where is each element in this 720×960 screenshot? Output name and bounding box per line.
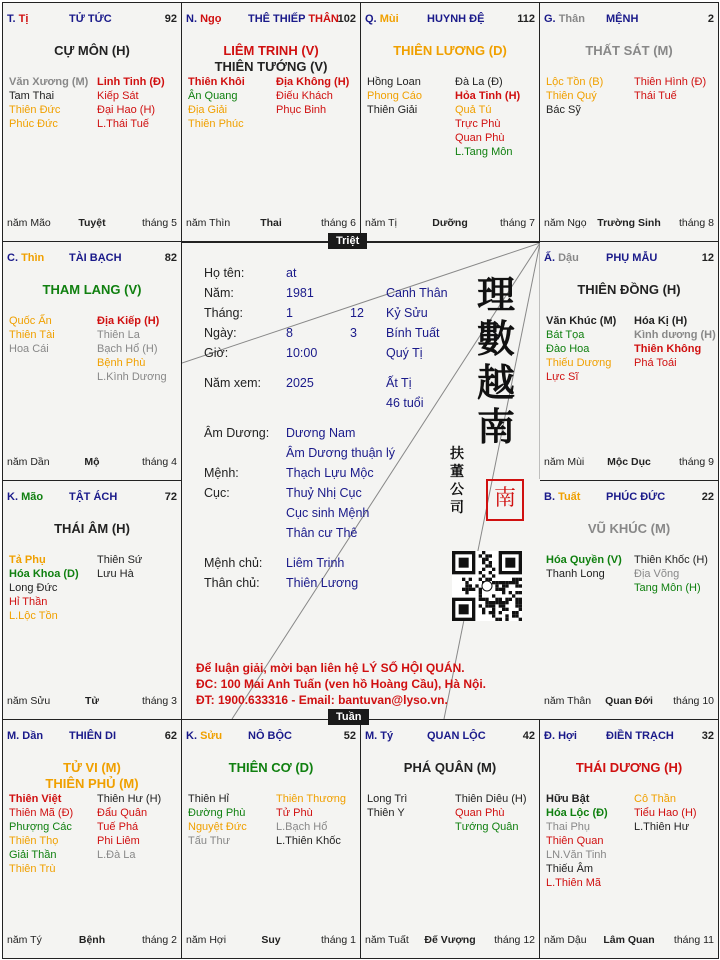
star-item: Tả Phụ — [9, 554, 46, 566]
palace-can: K. Sửu — [186, 730, 223, 742]
star-item: Thiên Quý — [546, 90, 597, 102]
star-item: Thai Phụ — [546, 821, 591, 833]
right-stars — [455, 75, 539, 159]
main-star: THÁI ÂM (H) — [54, 521, 130, 536]
palace-branch: Hợi — [558, 730, 577, 742]
main-star: THIÊN PHỦ (M) — [45, 776, 139, 791]
star-item: Phong Cáo — [367, 90, 423, 102]
palace-name: PHÚC ĐỨC — [606, 491, 666, 503]
view-year-value: 2025 — [286, 376, 314, 390]
star-item: Kiếp Sát — [97, 90, 139, 102]
star-item: Đà La (Đ) — [455, 76, 503, 88]
star-item: Thiên Quan — [546, 835, 604, 847]
palace-stage: Mộc Dục — [607, 456, 651, 468]
star-item: Cô Thần — [634, 793, 676, 805]
star-item: Tấu Thư — [188, 835, 231, 847]
palace-number: 12 — [701, 252, 714, 264]
triet-label: Triệt — [328, 233, 367, 249]
palace-footer — [7, 456, 177, 470]
palace-month: tháng 1 — [320, 934, 356, 946]
menh-label: Mệnh: — [204, 466, 239, 480]
star-item: Thiên Không — [634, 343, 702, 355]
star-item: L.Đà La — [97, 849, 136, 861]
palace-footer — [7, 217, 177, 231]
star-item: Lưu Hà — [97, 568, 134, 580]
hour-value: 10:00 — [286, 346, 318, 360]
menh-chu-value: Liêm Trinh — [286, 556, 345, 570]
star-item: Thiên Việt — [9, 793, 62, 805]
star-item: Thiên Mã (Đ) — [9, 807, 74, 819]
star-item: Long Trì — [367, 793, 408, 805]
star-item: Phi Liêm — [97, 835, 140, 847]
palace-branch: Sửu — [200, 730, 223, 742]
star-item: Hỉ Thần — [9, 596, 48, 608]
name-value: at — [286, 266, 297, 280]
left-stars — [546, 553, 634, 581]
palace-stage: Dưỡng — [432, 217, 468, 229]
right-stars — [97, 553, 181, 581]
star-item: Thiên Thương — [276, 793, 347, 805]
palace-year: năm Mùi — [544, 456, 585, 468]
cuc-note: Cục sinh Mệnh — [286, 506, 370, 520]
palace-branch: Dậu — [558, 252, 579, 264]
palace-year: năm Ngọ — [544, 217, 587, 229]
star-item: Bác Sỹ — [546, 104, 581, 116]
palace-number: 112 — [517, 13, 535, 25]
age-value: 46 tuổi — [386, 396, 424, 410]
palace-month: tháng 10 — [673, 695, 714, 707]
star-item: L.Thiên Mã — [546, 877, 602, 889]
palace-header — [7, 491, 177, 505]
star-item: Phúc Đức — [9, 118, 58, 130]
palace-mui[interactable] — [360, 2, 540, 242]
palace-number: 82 — [164, 252, 177, 264]
palace-can: M. Tý — [365, 730, 394, 742]
main-star: VŨ KHÚC (M) — [587, 521, 671, 536]
palace-footer — [186, 934, 356, 948]
palace-month: tháng 5 — [141, 217, 177, 229]
palace-header — [7, 13, 177, 27]
brand-title: 理數越南 — [476, 272, 515, 449]
palace-branch: Tuất — [558, 491, 581, 503]
palace-stage: Tuyệt — [78, 217, 106, 229]
palace-branch: Dần — [22, 730, 44, 742]
star-item: Nguyệt Đức — [188, 821, 247, 833]
palace-name: PHỤ MẪU — [606, 252, 658, 264]
star-item: Phục Binh — [276, 104, 327, 116]
star-item: Long Đức — [9, 582, 58, 594]
palace-number: 102 — [337, 13, 356, 25]
palace-year: năm Thìn — [186, 217, 231, 229]
palace-tuat[interactable] — [539, 480, 719, 720]
than-cu: Thân cư Thê — [286, 526, 358, 540]
palace-year: năm Tý — [7, 934, 42, 946]
star-item: L.Bạch Hổ — [276, 821, 328, 833]
main-star: THÁI DƯƠNG (H) — [575, 760, 683, 775]
palace-branch: Tị — [18, 13, 29, 25]
palace-month: tháng 7 — [499, 217, 535, 229]
star-item: L.Thái Tuế — [97, 118, 149, 130]
left-stars — [546, 314, 634, 384]
palace-name: THÊ THIẾP THÂN — [248, 13, 339, 25]
palace-ty[interactable] — [2, 2, 182, 242]
star-item: Địa Võng — [634, 568, 680, 580]
right-stars — [455, 792, 539, 834]
qr-code-icon[interactable] — [452, 551, 522, 621]
palace-can: M. Dần — [7, 730, 44, 742]
right-stars — [634, 314, 718, 370]
palace-header — [365, 13, 535, 27]
star-item: Tam Thai — [9, 90, 55, 102]
month-value: 1 — [286, 306, 293, 320]
left-stars — [9, 553, 97, 623]
palace-name: THIÊN DI — [69, 730, 117, 742]
center-info-panel — [182, 242, 540, 720]
palace-name: MỆNH — [606, 13, 639, 25]
palace-year: năm Dậu — [544, 934, 587, 946]
palace-header — [7, 252, 177, 266]
left-stars — [9, 792, 97, 876]
star-item: L.Lộc Tồn — [9, 610, 58, 622]
day-can: Bính Tuất — [386, 326, 440, 340]
star-item: Quan Phù — [455, 807, 505, 819]
palace-number: 22 — [701, 491, 714, 503]
palace-header — [544, 252, 714, 266]
star-item: L.Thiên Hư — [634, 821, 690, 833]
palace-footer — [544, 695, 714, 709]
palace-can: N. Ngọ — [186, 13, 222, 25]
palace-name: TẬT ÁCH — [69, 491, 118, 503]
star-item: Thiên Giải — [367, 104, 418, 116]
star-item: Tuế Phá — [97, 821, 139, 833]
right-stars — [97, 75, 181, 131]
palace-can: B. Tuất — [544, 491, 581, 503]
palace-number: 42 — [522, 730, 535, 742]
palace-dan[interactable] — [2, 719, 182, 959]
star-item: Phượng Các — [9, 821, 72, 833]
palace-name: TỬ TỨC — [69, 13, 112, 25]
cuc-label: Cục: — [204, 486, 230, 500]
palace-can: Đ. Hợi — [544, 730, 577, 742]
star-item: Địa Giải — [188, 104, 228, 116]
palace-stage: Mộ — [84, 456, 100, 468]
star-item: Hóa Quyền (V) — [546, 554, 622, 566]
than-chu-value: Thiên Lương — [286, 576, 359, 590]
hour-can: Quý Tị — [386, 346, 423, 360]
star-item: Đẩu Quân — [97, 807, 148, 819]
palace-name: NÔ BỘC — [248, 730, 292, 742]
am-duong-label: Âm Dương: — [204, 426, 270, 440]
star-item: Hỏa Tinh (H) — [455, 90, 521, 102]
main-star: THIÊN LƯƠNG (D) — [393, 43, 507, 58]
star-item: Tiểu Hao (H) — [634, 807, 697, 819]
star-item: Hóa Lộc (Đ) — [546, 807, 608, 819]
palace-stage: Suy — [261, 934, 281, 946]
star-item: Bệnh Phù — [97, 357, 146, 369]
star-item: Trực Phù — [455, 118, 501, 130]
right-stars — [634, 553, 718, 595]
palace-footer — [544, 456, 714, 470]
main-star: THIÊN ĐỒNG (H) — [577, 282, 681, 297]
palace-name: ĐIỀN TRẠCH — [606, 730, 674, 742]
palace-header — [544, 491, 714, 505]
palace-footer — [7, 695, 177, 709]
name-label: Họ tên: — [204, 266, 245, 280]
palace-year: năm Mão — [7, 217, 51, 229]
star-item: Hoa Cái — [9, 343, 49, 355]
star-item: Đào Hoa — [546, 343, 590, 355]
palace-ngo[interactable] — [181, 2, 361, 242]
palace-footer — [365, 934, 535, 948]
star-item: Hữu Bật — [546, 793, 590, 805]
palace-mao[interactable] — [2, 480, 182, 720]
star-item: Thiên La — [97, 329, 140, 341]
star-item: Hóa Kị (H) — [634, 315, 688, 327]
day-value: 8 — [286, 326, 293, 340]
palace-branch: Thìn — [21, 252, 45, 264]
palace-branch: Mão — [21, 491, 44, 503]
star-item: Kình dương (H) — [634, 329, 716, 341]
star-item: Tử Phù — [276, 807, 313, 819]
palace-stage: Tử — [84, 695, 100, 707]
view-year-label: Năm xem: — [204, 376, 261, 390]
palace-month: tháng 11 — [673, 934, 714, 946]
brand-calligraphy — [472, 273, 520, 449]
right-stars — [276, 792, 360, 848]
palace-month: tháng 8 — [678, 217, 714, 229]
palace-stage: Bệnh — [78, 934, 106, 946]
palace-can: G. Thân — [544, 13, 585, 25]
star-item: Điếu Khách — [276, 90, 333, 102]
star-item: Hóa Khoa (D) — [9, 568, 79, 580]
palace-ti[interactable] — [360, 719, 540, 959]
main-star: LIÊM TRINH (V) — [223, 43, 319, 58]
star-item: Thiên Hỉ — [188, 793, 229, 805]
main-star: PHÁ QUÂN (M) — [403, 760, 497, 775]
star-item: Thanh Long — [546, 568, 605, 580]
star-item: LN.Văn Tinh — [546, 849, 607, 861]
palace-number: 62 — [164, 730, 177, 742]
star-item: Hồng Loan — [367, 76, 421, 88]
star-item: L.Tang Môn — [455, 146, 513, 158]
palace-thin[interactable] — [2, 241, 182, 481]
day-lunar: 3 — [350, 326, 357, 340]
day-label: Ngày: — [204, 326, 237, 340]
star-item: Thiên Hư (H) — [97, 793, 162, 805]
view-year-can: Ất Tị — [386, 376, 412, 390]
palace-number: 2 — [707, 13, 714, 25]
palace-month: tháng 4 — [141, 456, 177, 468]
cuc-value: Thuỷ Nhị Cục — [286, 486, 362, 500]
palace-stage: Quan Đới — [605, 695, 653, 707]
palace-than[interactable] — [539, 2, 719, 242]
palace-branch: Tý — [380, 730, 394, 742]
palace-number: 32 — [701, 730, 714, 742]
palace-month: tháng 3 — [141, 695, 177, 707]
star-item: Văn Khúc (M) — [546, 315, 617, 327]
palace-suu[interactable] — [181, 719, 361, 959]
red-seal-stamp: 南 — [486, 479, 524, 521]
palace-number: 52 — [343, 730, 356, 742]
palace-number: 72 — [164, 491, 177, 503]
main-star: THAM LANG (V) — [42, 282, 142, 297]
star-item: Thiên Thọ — [9, 835, 59, 847]
star-item: Linh Tinh (Đ) — [97, 76, 165, 88]
palace-year: năm Sửu — [7, 695, 51, 707]
star-item: Thiên Diêu (H) — [455, 793, 527, 805]
palace-stage: Trường Sinh — [597, 217, 661, 229]
contact-line-3: ĐT: 1900.633316 - Email: bantuvan@lyso.vn. — [196, 693, 448, 707]
left-stars — [9, 314, 97, 356]
palace-year: năm Tuất — [365, 934, 409, 946]
tuvi-chart — [2, 2, 718, 958]
month-lunar: 12 — [350, 306, 364, 320]
palace-footer — [544, 934, 714, 948]
palace-can: K. Mão — [7, 491, 44, 503]
palace-number: 92 — [164, 13, 177, 25]
palace-year: năm Thân — [544, 695, 592, 707]
palace-year: năm Tị — [365, 217, 397, 229]
palace-month: tháng 9 — [678, 456, 714, 468]
palace-stage: Thai — [260, 217, 282, 229]
hour-label: Giờ: — [204, 346, 229, 360]
star-item: Thiên Trù — [9, 863, 56, 875]
star-item: Quan Phù — [455, 132, 505, 144]
palace-hoi[interactable] — [539, 719, 719, 959]
star-item: Thiếu Dương — [546, 357, 612, 369]
star-item: Phá Toái — [634, 357, 677, 369]
star-item: Thiên Sứ — [97, 554, 143, 566]
contact-line-2: ĐC: 100 Mai Anh Tuấn (ven hồ Hoàng Cầu), Hà Nội. — [196, 677, 487, 691]
left-stars — [367, 792, 455, 820]
star-item: Địa Kiếp (H) — [97, 315, 160, 327]
left-stars — [188, 75, 276, 131]
star-item: Thiên Đức — [9, 104, 61, 116]
star-item: Quả Tú — [455, 104, 492, 116]
palace-footer — [365, 217, 535, 231]
star-item: Đại Hao (H) — [97, 104, 156, 116]
month-label: Tháng: — [204, 306, 243, 320]
year-label: Năm: — [204, 286, 234, 300]
palace-stage: Lâm Quan — [603, 934, 655, 946]
palace-header — [544, 13, 714, 27]
palace-header — [186, 13, 356, 27]
star-item: Địa Không (H) — [276, 76, 350, 88]
main-star: TỬ VI (M) — [63, 760, 121, 775]
palace-name: HUYNH ĐỆ — [427, 13, 485, 25]
palace-footer — [7, 934, 177, 948]
am-duong-value: Dương Nam — [286, 426, 356, 440]
left-stars — [188, 792, 276, 848]
palace-can: Ấ. Dậu — [544, 252, 579, 264]
year-can: Canh Thân — [386, 286, 448, 300]
year-value: 1981 — [286, 286, 314, 300]
star-item: Ân Quang — [188, 90, 238, 102]
star-item: Tướng Quân — [455, 821, 519, 833]
month-can: Kỷ Sửu — [386, 306, 428, 320]
tuan-label: Tuần — [328, 709, 369, 725]
star-item: Thiên Y — [367, 807, 405, 819]
palace-footer — [186, 217, 356, 231]
star-item: Tang Môn (H) — [634, 582, 701, 594]
am-duong-note: Âm Dương thuận lý — [286, 446, 395, 460]
menh-chu-label: Mệnh chủ: — [204, 556, 263, 570]
palace-month: tháng 6 — [320, 217, 356, 229]
star-item: Thiên Phúc — [188, 118, 244, 130]
star-item: L.Kình Dương — [97, 371, 167, 383]
palace-header — [7, 730, 177, 744]
palace-branch: Thân — [558, 13, 585, 25]
star-item: Quốc Ấn — [9, 315, 52, 327]
palace-stage: Đế Vượng — [424, 934, 476, 946]
palace-footer — [544, 217, 714, 231]
star-item: L.Thiên Khốc — [276, 835, 341, 847]
right-stars — [634, 792, 718, 834]
star-item: Thiên Tài — [9, 329, 55, 341]
star-item: Thiên Hình (Đ) — [634, 76, 707, 88]
contact-line-1: Để luận giải, mời bạn liên hệ LÝ SỐ HỘI QUÁN. — [196, 661, 465, 675]
main-star: THIÊN TƯỚNG (V) — [214, 59, 328, 74]
star-item: Văn Xương (M) — [9, 76, 89, 88]
left-stars — [546, 792, 634, 890]
star-item: Thái Tuế — [634, 90, 677, 102]
palace-can: Q. Mùi — [365, 13, 399, 25]
left-stars — [9, 75, 97, 131]
palace-year: năm Hợi — [186, 934, 227, 946]
left-stars — [367, 75, 455, 117]
star-item: Thiếu Âm — [546, 863, 594, 875]
right-stars — [276, 75, 360, 117]
palace-header — [186, 730, 356, 744]
brand-sub: 扶董公司 — [450, 446, 464, 516]
right-stars — [97, 314, 181, 384]
right-stars — [634, 75, 718, 103]
star-item: Lực Sĩ — [546, 371, 579, 383]
left-stars — [546, 75, 634, 117]
star-item: Giải Thần — [9, 849, 57, 861]
palace-header — [544, 730, 714, 744]
palace-header — [365, 730, 535, 744]
palace-can: C. Thìn — [7, 252, 45, 264]
palace-branch: Mùi — [379, 13, 399, 25]
main-star: THẤT SÁT (M) — [585, 43, 673, 58]
menh-value: Thạch Lựu Mộc — [286, 466, 374, 480]
star-item: Bạch Hổ (H) — [97, 343, 158, 355]
main-star: CỰ MÔN (H) — [54, 43, 130, 58]
right-stars — [97, 792, 181, 862]
star-item: Lộc Tồn (B) — [546, 76, 604, 88]
palace-name: TÀI BẠCH — [69, 252, 122, 264]
than-marker: THÂN — [308, 13, 339, 25]
palace-branch: Ngọ — [200, 13, 222, 25]
palace-dau[interactable] — [539, 241, 719, 481]
star-item: Thiên Khôi — [188, 76, 245, 88]
palace-can: T. Tị — [7, 13, 29, 25]
star-item: Thiên Khốc (H) — [634, 554, 708, 566]
palace-year: năm Dần — [7, 456, 50, 468]
than-chu-label: Thân chủ: — [204, 576, 260, 590]
star-item: Đường Phù — [188, 807, 246, 819]
palace-month: tháng 12 — [494, 934, 535, 946]
star-item: Bát Tọa — [546, 329, 585, 341]
main-star: THIÊN CƠ (D) — [228, 760, 314, 775]
palace-month: tháng 2 — [141, 934, 177, 946]
palace-name: QUAN LỘC — [427, 730, 486, 742]
